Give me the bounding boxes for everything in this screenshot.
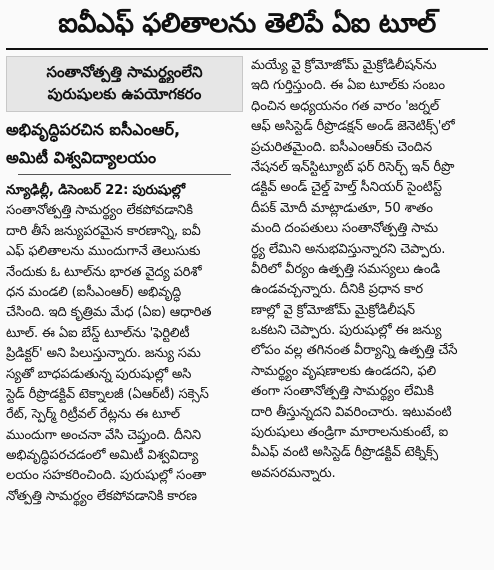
body-line: ముందుగా అంచనా వేసి చెప్తుంది. దీనిని (6, 427, 201, 443)
body-line: ప్రచురితమైంది. ఐసీఎంఆర్‌కు చెందిన (251, 139, 432, 155)
deck-separator (18, 174, 231, 175)
body-line: మయ్యే వై క్రోమోజోమ్ మైక్రోడిలీషన్‌ను (251, 58, 437, 73)
body-line: దారి తీస్తున్నదని వివరించారు. ఇటువంటి (251, 404, 452, 420)
left-column (6, 56, 243, 507)
body-line: స్యతో బాధపడుతున్న పురుషుల్లో అసి (6, 366, 192, 382)
headline-rule (6, 48, 488, 50)
body-line: ణాల్లో వై క్రోమోజోమ్ మైక్రోడిలీషన్ (251, 302, 415, 318)
body-line: ధించిన అధ్యయనం గత వారం 'జర్నల్ (251, 98, 440, 114)
body-line: నేషనల్ ఇన్‌స్టిట్యూట్ ఫర్ రిసెర్చ్ ఇన్ రీప్రొ (251, 159, 455, 175)
body-line: నోత్పత్తి సామర్థ్యం లేకపోవడానికి కారణ (6, 488, 197, 504)
body-line: దీపక్ మోదీ మాట్లాడుతూ, 50 శాతం (251, 200, 433, 216)
body-line: సామర్థ్యం వృషణాలకు ఉండదని, ఫలి (251, 363, 437, 379)
body-line: ప్రిడిక్టర్' అని పిలుస్తున్నారు. జన్యు సమ (6, 346, 201, 362)
deck-line: అమిటీ విశ్వవిద్యాలయం (6, 148, 157, 167)
kicker-box (6, 56, 243, 112)
body-line: లోపం వల్ల తగినంత వీర్యాన్ని ఉత్పత్తి చేసే (251, 343, 458, 359)
body-line: అవసరమన్నారు. (251, 465, 336, 481)
body-line: స్టెడ్ రీప్రొడక్టివ్ టెక్నాలజీ (ఏఆర్‌టీ) సక్సెస్ (6, 386, 209, 402)
body-line: మంది దంపతులు సంతానోత్పత్తి సామ (251, 221, 438, 237)
body-line: ఒకటని చెప్పారు. పురుషుల్లో ఈ జన్యు (251, 323, 442, 339)
headline: ఐవీఎఫ్ ఫలితాలను తెలిపే ఏఐ టూల్ (58, 8, 436, 39)
body-line: రేట్, స్పెర్మ్ రిట్రీవల్ రేట్లను ఈ టూల్ (6, 407, 180, 423)
body-line: న్యూఢిల్లీ, డిసెంబర్ 22: పురుషుల్లో (6, 183, 185, 198)
body-line: లయం సహకరించింది. పురుషుల్లో సంతా (6, 468, 207, 484)
body-line: తంగా సంతానోత్పత్తి సామర్థ్యం లేమికి (251, 384, 434, 400)
right-column (251, 56, 488, 507)
body-line: సంతానోత్పత్తి సామర్థ్యం లేకపోవడానికి (6, 203, 193, 219)
kicker-line: సంతానోత్పత్తి సామర్థ్యంలేని (46, 63, 203, 81)
article-columns (4, 56, 490, 507)
body-line: పురుషులు తండ్రిగా మారాలనుకుంటే, ఐ (251, 425, 449, 441)
kicker-line: పురుషులకు ఉపయోగకరం (47, 85, 202, 103)
body-line: ధన మండలి (ఐసీఎంఆర్) అభివృద్ధి (6, 284, 182, 300)
body-line: నేందుకు ఓ టూల్‌ను భారత వైద్య పరిశో (6, 264, 202, 280)
body-line: ర్థ్య లేమిని అనుభవిస్తున్నారని చెప్పారు. (251, 241, 446, 257)
body-line: టూల్. ఈ ఏఐ బేస్డ్ టూల్‌ను 'ఫెర్టిలిటీ (6, 325, 190, 341)
deck-line: అభివృద్ధిపరచిన ఐసీఎంఆర్, (6, 120, 181, 139)
body-line: ఉండవచ్చన్నారు. దీనికి ప్రధాన కార (251, 282, 423, 298)
body-line: డక్టివ్ అండ్ చైల్డ్ హెల్త్ సీనియర్ సైంటిస్ట్ (251, 180, 442, 196)
body-line: చేసింది. ఇది కృత్రిమ మేధ (ఏఐ) ఆధారిత (6, 305, 212, 321)
body-line: దారి తీసే జన్యుపరమైన కారణాన్ని, ఐవీ (6, 223, 201, 239)
body-line: ఎఫ్ ఫలితాలను ముందుగానే తెలుసుకు (6, 244, 201, 260)
body-line: వీఎఫ్ వంటి అసిస్టెడ్ రీప్రొడక్టివ్ టెక్నిక్స్ (251, 445, 438, 461)
body-line: ఇది గుర్తిస్తుంది. ఈ ఏఐ టూల్‌కు సంబం (251, 78, 445, 94)
body-line: వీరిలో వీర్యం ఉత్పత్తి సమస్యలు ఉండి (251, 261, 440, 277)
body-line: అభివృద్ధిపరచడంలో అమిటీ విశ్వవిద్యా (6, 448, 199, 464)
body-line: ఆఫ్ అసిస్టెడ్ రీప్రొడక్షన్ అండ్ జెనెటిక్స్'లో (251, 119, 455, 135)
